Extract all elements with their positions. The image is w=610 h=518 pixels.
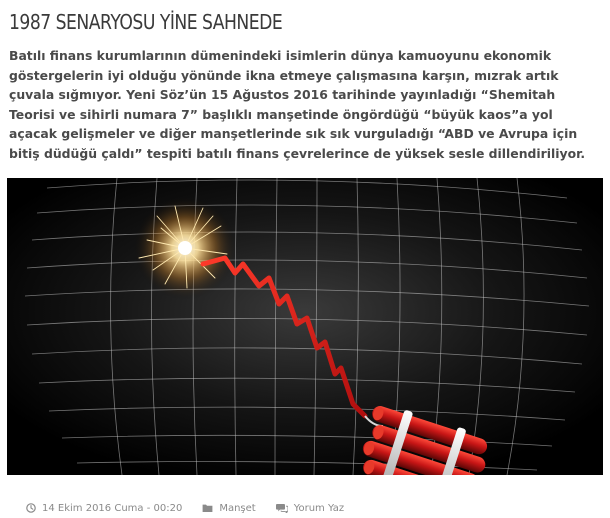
folder-icon bbox=[202, 503, 213, 513]
meta-category[interactable] bbox=[202, 503, 255, 514]
article-meta bbox=[26, 500, 364, 516]
dynamite-chart-illustration bbox=[7, 178, 603, 475]
article-lead: Batılı finans kurumlarının dümenindeki isimlerin dünya kamuoyunu ekonomik göstergelerin iyi olduğu yönünde ikna etmeye çalışmasına karşın, mızrak artık çuvala sığmıyor. Yeni Söz’ün 15 Ağustos 2016 tarihinde yayınladığı “Shemitah Teorisi ve sihirli numara 7” başlıklı manşetinde öngördüğü “büyük kaos”a yol açacak gelişmeler ve diğer manşetlerinde sık sık vurguladığı “ABD ve Avrupa için bitiş düdüğü çaldı” tespiti batılı finans çevrelerince de yüksek sesle dillendiriliyor. bbox=[9, 48, 586, 161]
article-image[interactable] bbox=[7, 178, 603, 475]
comment-link[interactable]: Yorum Yaz bbox=[293, 502, 345, 514]
meta-comment[interactable] bbox=[276, 503, 344, 514]
meta-date bbox=[26, 503, 182, 514]
comments-icon bbox=[276, 503, 288, 513]
meta-date-text: 14 Ekim 2016 Cuma - 00:20 bbox=[42, 502, 183, 514]
category-link[interactable]: Manşet bbox=[219, 502, 256, 514]
clock-icon bbox=[26, 503, 36, 513]
spark-core bbox=[178, 241, 192, 255]
article-title[interactable]: 1987 SENARYOSU YİNE SAHNEDE bbox=[9, 10, 283, 34]
